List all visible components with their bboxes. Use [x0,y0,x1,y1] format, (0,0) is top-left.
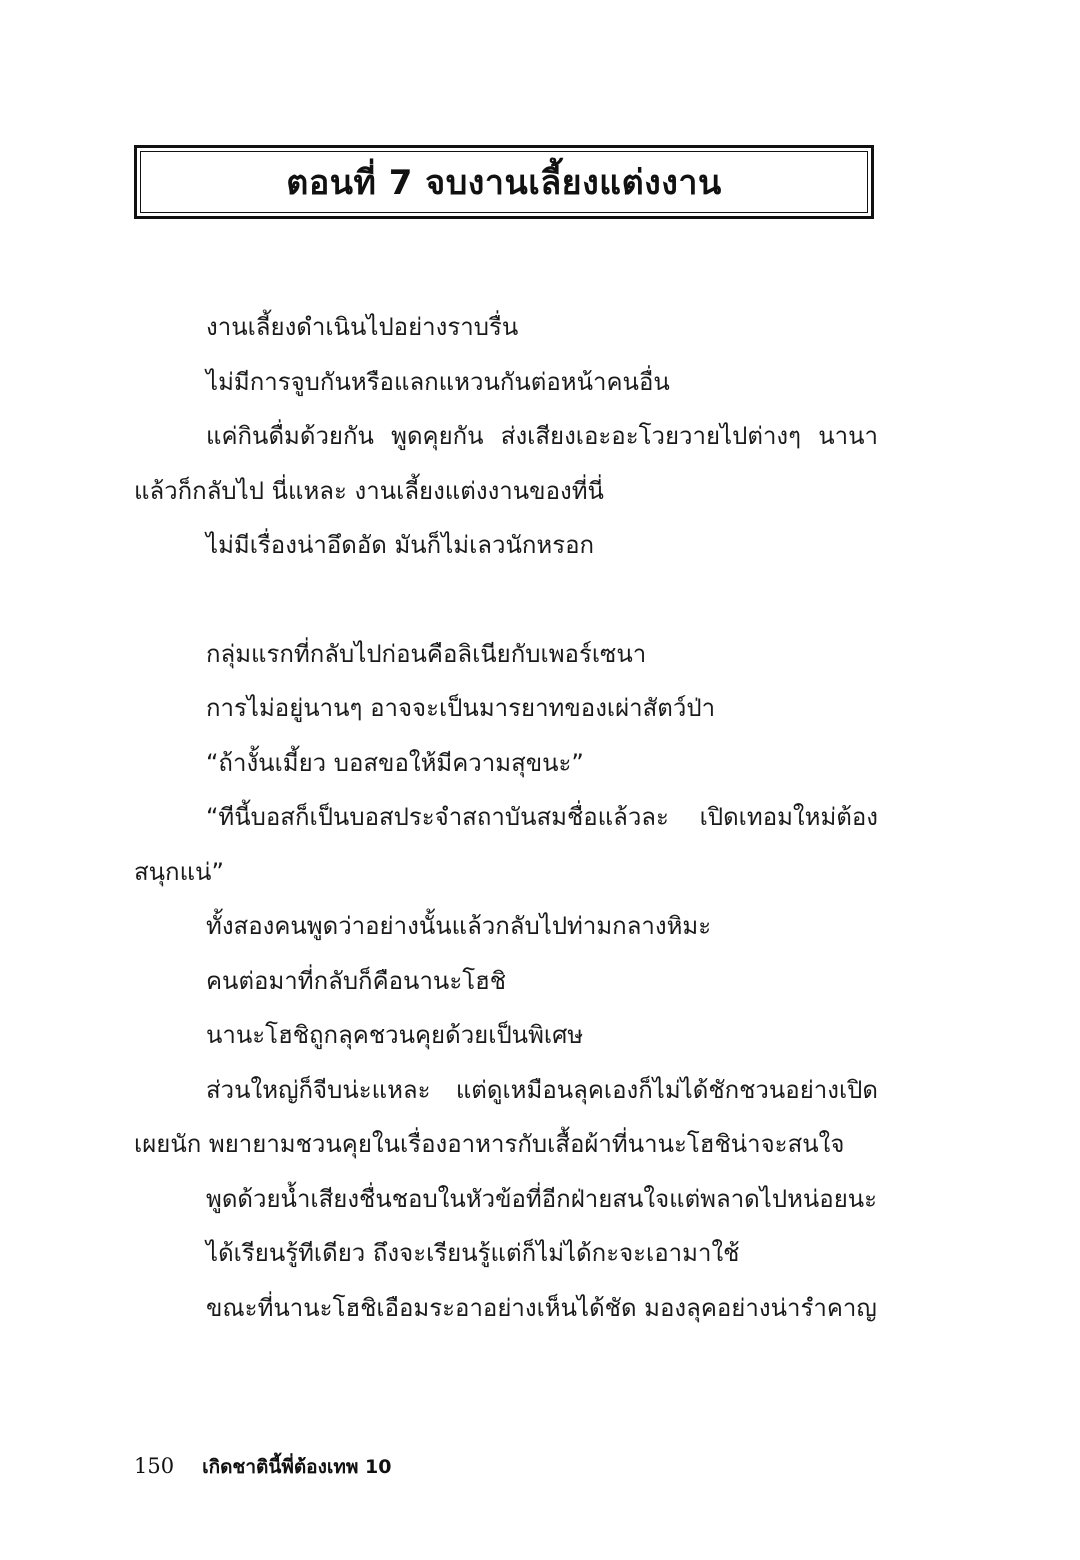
section-break [134,573,878,627]
paragraph: ได้เรียนรู้ทีเดียว ถึงจะเรียนรู้แต่ก็ไม่ได้กะจะเอามาใช้ [206,1239,740,1267]
paragraph: แค่กินดื่มด้วยกัน พูดคุยกัน ส่งเสียงเอะอะโวยวายไปต่างๆ นานา แล้วก็กลับไป นี่แหละ งานเลี้ยงแต่งงานของที่นี่ [134,422,878,505]
paragraph: นานะโฮชิถูกลุคชวนคุยด้วยเป็นพิเศษ [206,1021,584,1049]
book-title: เกิดชาตินี้พี่ต้องเทพ 10 [202,1456,392,1478]
dialogue-paragraph: “ถ้างั้นเมี้ยว บอสขอให้มีความสุขนะ” [206,748,584,777]
paragraph: ขณะที่นานะโฮชิเอือมระอาอย่างเห็นได้ชัด มองลุคอย่างน่ารำคาญ [206,1293,877,1322]
chapter-title-box [134,145,874,219]
chapter-body [134,300,878,1335]
paragraph: ทั้งสองคนพูดว่าอย่างนั้นแล้วกลับไปท่ามกลางหิมะ [206,912,712,940]
page-footer [134,1452,391,1482]
paragraph: งานเลี้ยงดำเนินไปอย่างราบรื่น [206,313,519,341]
paragraph: ไม่มีเรื่องน่าอึดอัด มันก็ไม่เลวนักหรอก [206,531,595,559]
page-number: 150 [134,1454,175,1478]
dialogue-paragraph: “ทีนี้บอสก็เป็นบอสประจำสถาบันสมชื่อแล้วละ เปิดเทอมใหม่ต้องสนุกแน่” [134,803,878,886]
paragraph: กลุ่มแรกที่กลับไปก่อนคือลิเนียกับเพอร์เซนา [206,639,647,668]
paragraph: ส่วนใหญ่ก็จีบน่ะแหละ แต่ดูเหมือนลุคเองก็ไม่ได้ชักชวนอย่างเปิดเผยนัก พยายามชวนคุยในเรื่องอาหารกับเสื้อผ้าที่นานะโฮชิน่าจะสนใจ [134,1075,878,1158]
paragraph: ไม่มีการจูบกันหรือแลกแหวนกันต่อหน้าคนอื่น [206,367,670,396]
chapter-title: ตอนที่ 7 จบงานเลี้ยงแต่งงาน [286,163,722,203]
paragraph: การไม่อยู่นานๆ อาจจะเป็นมารยาทของเผ่าสัตว์ป่า [206,694,716,722]
paragraph: พูดด้วยน้ำเสียงชื่นชอบในหัวข้อที่อีกฝ่ายสนใจแต่พลาดไปหน่อยนะ [206,1184,878,1213]
paragraph: คนต่อมาที่กลับก็คือนานะโฮชิ [206,966,507,995]
